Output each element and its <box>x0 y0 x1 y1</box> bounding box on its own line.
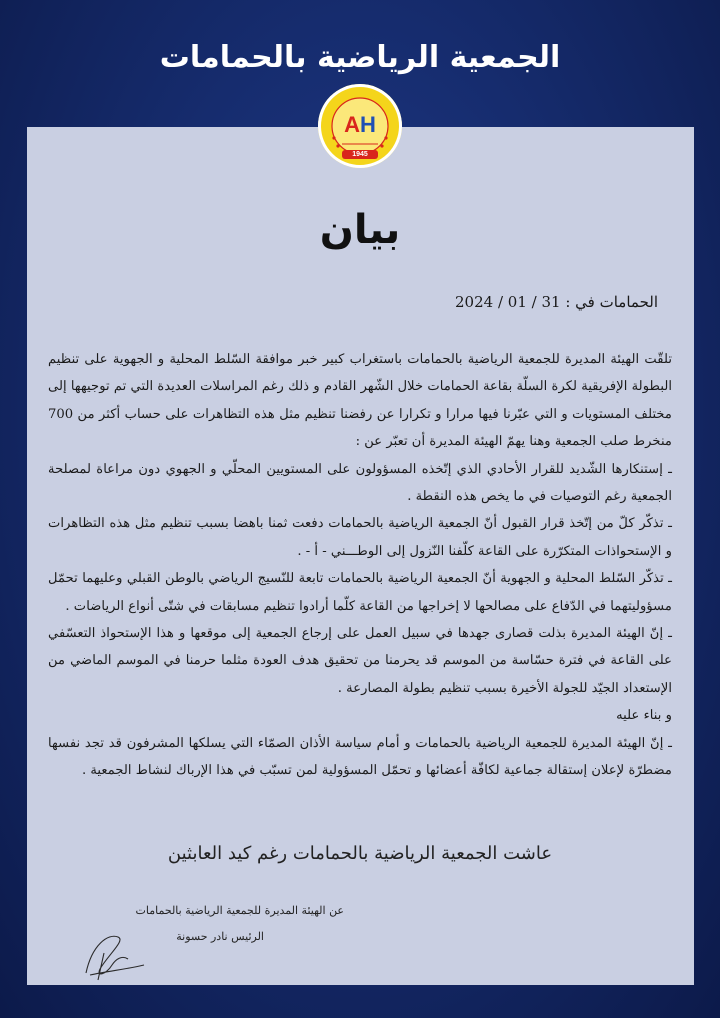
club-name-header: الجمعية الرياضية بالحمامات <box>159 40 561 75</box>
paragraph-point-2: ـ تذكّر كلّ من إتّخذ قرار القبول أنّ الجمعية الرياضية بالحمامات دفعت ثمنا باهضا بسبب تنظيم مثل هذه التظاهرات و الإستحواذات المتكرّرة على القاعة كلّفنا النّزول إلى الوطـــني - أ - . <box>48 516 672 559</box>
signature-organization: عن الهيئة المديرة للجمعية الرياضية بالحمامات <box>135 904 344 917</box>
paragraph-point-1: ـ إستنكارها الشّديد للقرار الأحادي الذي إتّخذه المسؤولون على المستويين المحلّي و الجهوي دون مراعاة لمصلحة الجمعية رغم التوصيات في ما يخص هذه النقطة . <box>48 461 672 505</box>
paragraph-point-3: ـ تذكّر السّلط المحلية و الجهوية أنّ الجمعية الرياضية بالحمامات تابعة للنّسيج الرياضي بالوطن القبلي وعليهما تحمّل مسؤوليتهما في الدّفاع على مصالحها لا إخراجها من القاعة كلّما أرادوا تنظيم مسابقات في شتّى أنواع الرياضات . <box>48 571 672 614</box>
paragraph-therefore: و بناء عليه <box>616 708 672 724</box>
logo-monogram: AH <box>344 112 376 137</box>
document-title: بيان <box>319 207 401 253</box>
logo-year: 1945 <box>342 150 378 159</box>
statement-body <box>48 346 672 785</box>
closing-slogan: عاشت الجمعية الرياضية بالحمامات رغم كيد العابثين <box>167 843 553 864</box>
paragraph-point-4: ـ إنّ الهيئة المديرة بذلت قصارى جهدها في سبيل العمل على إرجاع الجمعية إلى موقعها و هذا الإستحواذ التعسّفي على القاعة في فترة حسّاسة من الموسم قد يحرمنا من تحقيق هدف العودة مثلما حرمنا في الموسم الماضي من الإستعداد الجيّد للجولة الأخيرة بسبب تنظيم بطولة المصارعة . <box>48 626 672 696</box>
paragraph-intro: تلقّت الهيئة المديرة للجمعية الرياضية بالحمامات باستغراب كبير خبر موافقة السّلط المحلية و الجهوية على تنظيم البطولة الإفريقية لكرة السلّة بقاعة الحمامات خلال الشّهر القادم و ذلك رغم المراسلات العديدة التي تم توجيهها إلى مختلف المستويات و التي عبّرنا فيها مرارا و تكرارا عن رفضنا تنظيم مثل هذه التظاهرات على حساب أكثر من 700 منخرط صلب الجمعية وهنا يهمّ الهيئة المديرة أن تعبّر عن : <box>48 352 672 450</box>
handwritten-signature-icon <box>78 925 148 985</box>
paragraph-point-5: ـ إنّ الهيئة المديرة للجمعية الرياضية بالحمامات و أمام سياسة الأذان الصمّاء التي يسلكها المشرفون قد تجد نفسها مضطرّة لإعلان إستقالة جماعية لكافّة أعضائها و تحمّل المسؤولية لمن تسبّب في هذا الإرباك لنشاط الجمعية . <box>48 735 672 779</box>
club-logo <box>318 84 402 168</box>
signature-name: الرئيس نادر حسونة <box>176 930 264 943</box>
document-date: الحمامات في : 31 / 01 / 2024 <box>455 293 658 311</box>
